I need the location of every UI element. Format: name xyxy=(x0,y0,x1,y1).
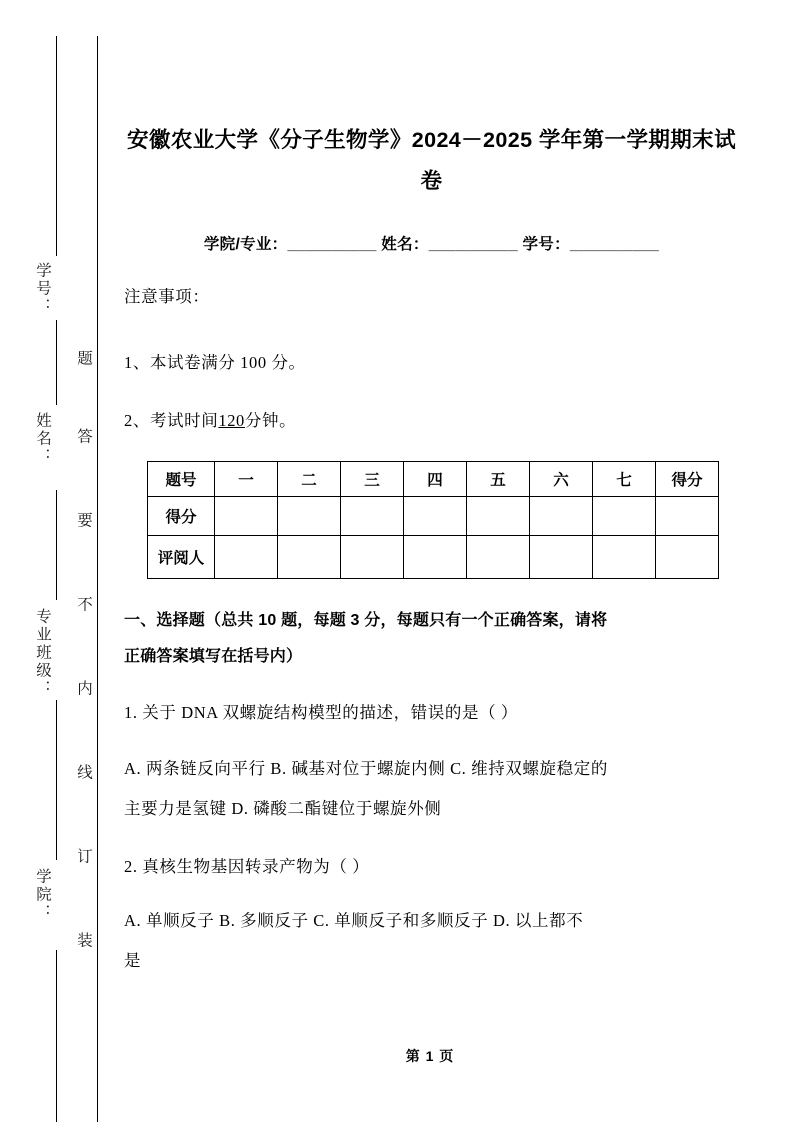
score-table-input-cell[interactable] xyxy=(278,497,341,536)
margin-label-xingming: 姓名： xyxy=(34,412,51,466)
margin-char-zhuang: 装 xyxy=(75,932,92,948)
margin-segment-rule xyxy=(56,320,57,405)
student-info-line: 学院/专业：__________ 姓名：__________ 学号：__________ xyxy=(203,236,660,253)
section-one-heading-line2: 正确答案填写在括号内） xyxy=(124,648,303,665)
score-table-header-cell: 题号 xyxy=(148,462,215,497)
score-table-input-cell[interactable] xyxy=(593,536,656,579)
question-1-stem: 1. 关于 DNA 双螺旋结构模型的描述，错误的是（ ） xyxy=(124,703,519,722)
score-table-header-cell: 一 xyxy=(215,462,278,497)
margin-segment-rule xyxy=(56,700,57,860)
score-table-input-cell[interactable] xyxy=(404,536,467,579)
score-table-row-label: 得分 xyxy=(148,497,215,536)
score-table-input-cell[interactable] xyxy=(341,536,404,579)
score-table xyxy=(147,461,719,579)
score-table-header-cell: 得分 xyxy=(656,462,719,497)
score-table-input-cell[interactable] xyxy=(530,497,593,536)
notes-item-1: 1、本试卷满分 100 分。 xyxy=(124,353,306,372)
margin-label-zhuanyeban: 专业班级： xyxy=(34,608,51,698)
exam-duration-value: 120 xyxy=(218,411,245,430)
notes-item-2-suffix: 分钟。 xyxy=(244,411,297,430)
margin-char-ding: 订 xyxy=(75,848,92,864)
table-row-header xyxy=(148,462,719,497)
page-number-footer: 第 1 页 xyxy=(405,1048,455,1064)
notes-heading: 注意事项： xyxy=(124,287,210,306)
score-table-input-cell[interactable] xyxy=(467,536,530,579)
score-table-header-cell: 六 xyxy=(530,462,593,497)
score-table-input-cell[interactable] xyxy=(278,536,341,579)
binding-margin xyxy=(0,0,98,1122)
margin-char-ti: 题 xyxy=(75,350,92,366)
margin-label-xuehao: 学号： xyxy=(34,262,51,316)
score-table-header-cell: 三 xyxy=(341,462,404,497)
section-one-heading-line1: 一、选择题（总共 10 题，每题 3 分，每题只有一个正确答案，请将 xyxy=(124,612,608,629)
margin-char-xian: 线 xyxy=(75,764,92,780)
table-row xyxy=(148,497,719,536)
margin-char-nei: 内 xyxy=(75,680,92,696)
score-table-row-label: 评阅人 xyxy=(148,536,215,579)
score-table-input-cell[interactable] xyxy=(467,497,530,536)
score-table-header-cell: 五 xyxy=(467,462,530,497)
margin-char-bu: 不 xyxy=(75,596,92,612)
question-1-options-line2: 主要力是氢键 D. 磷酸二酯键位于螺旋外侧 xyxy=(124,799,442,818)
score-table-input-cell[interactable] xyxy=(215,497,278,536)
score-table-input-cell[interactable] xyxy=(530,536,593,579)
question-2-options-line1: A. 单顺反子 B. 多顺反子 C. 单顺反子和多顺反子 D. 以上都不 xyxy=(124,911,584,930)
page-title: 安徽农业大学《分子生物学》2024－2025 学年第一学期期末试卷 xyxy=(127,128,736,193)
notes-item-2 xyxy=(124,406,736,436)
table-row xyxy=(148,536,719,579)
score-table-input-cell[interactable] xyxy=(656,497,719,536)
score-table-input-cell[interactable] xyxy=(656,536,719,579)
notes-item-2-prefix: 2、考试时间 xyxy=(124,411,219,430)
question-2-stem: 2. 真核生物基因转录产物为（ ） xyxy=(124,857,370,876)
exam-page-content xyxy=(98,0,793,1122)
score-table-input-cell[interactable] xyxy=(593,497,656,536)
margin-segment-rule xyxy=(56,950,57,1122)
score-table-input-cell[interactable] xyxy=(404,497,467,536)
question-1-options-line1: A. 两条链反向平行 B. 碱基对位于螺旋内侧 C. 维持双螺旋稳定的 xyxy=(124,759,608,778)
score-table-input-cell[interactable] xyxy=(341,497,404,536)
score-table-header-cell: 二 xyxy=(278,462,341,497)
margin-segment-rule xyxy=(56,490,57,600)
score-table-header-cell: 七 xyxy=(593,462,656,497)
score-table-input-cell[interactable] xyxy=(215,536,278,579)
question-2-options-line2: 是 xyxy=(124,951,142,970)
margin-char-yao: 要 xyxy=(75,512,92,528)
score-table-header-cell: 四 xyxy=(404,462,467,497)
margin-label-xueyuan: 学院： xyxy=(34,868,51,922)
margin-segment-rule xyxy=(56,36,57,256)
margin-char-da: 答 xyxy=(75,428,92,444)
